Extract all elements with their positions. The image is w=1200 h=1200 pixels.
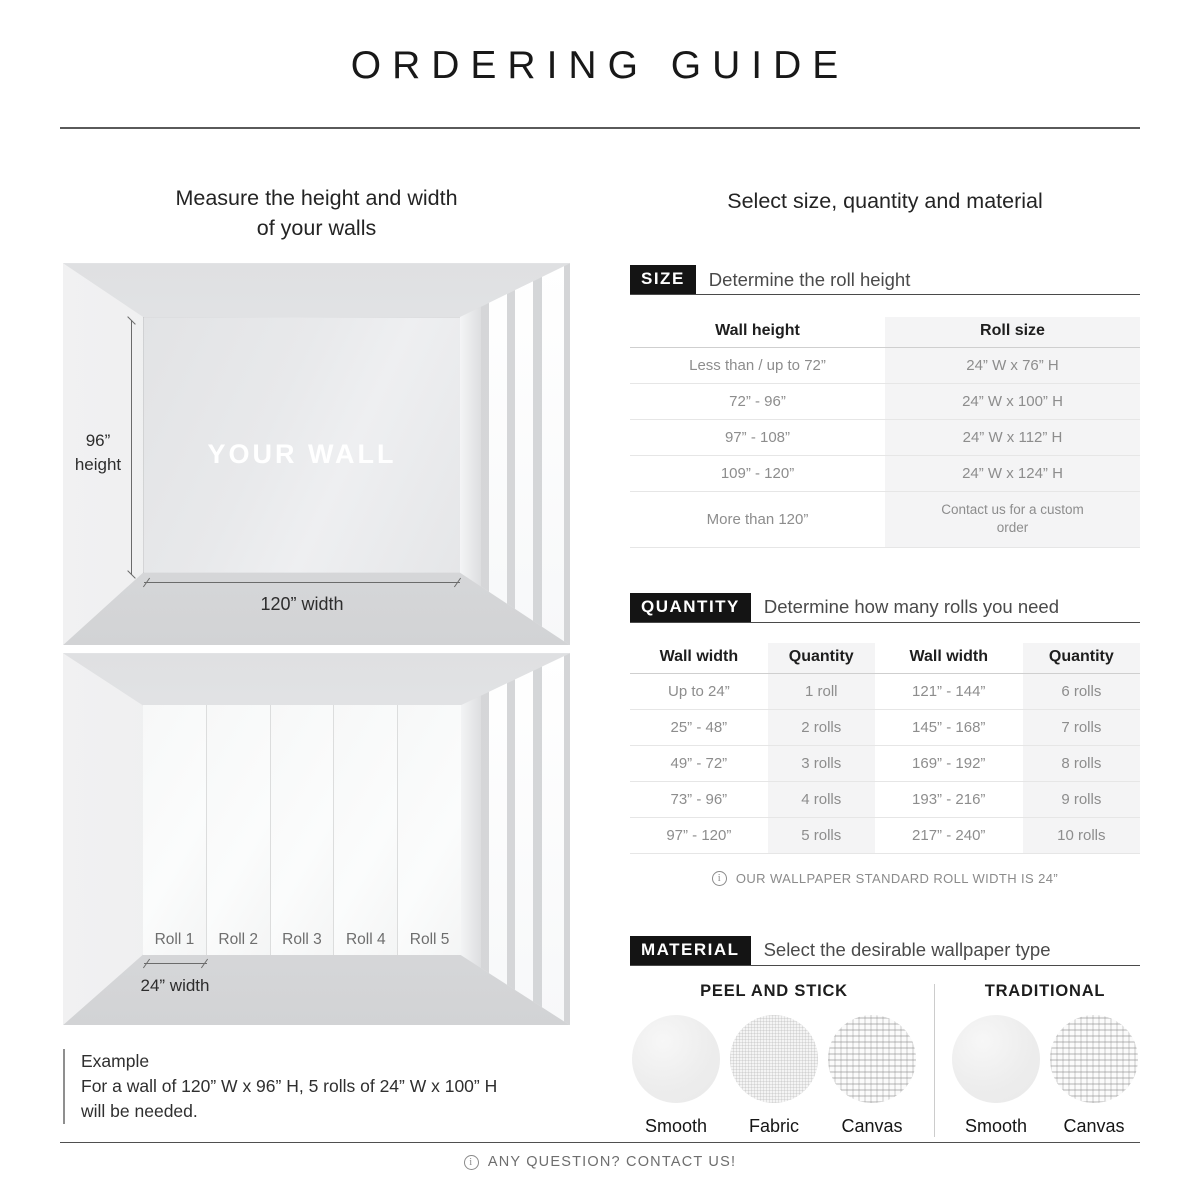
table-cell: 169” - 192” xyxy=(912,754,986,772)
window-pane xyxy=(489,653,507,1025)
material-options-row xyxy=(630,1015,918,1137)
example-line2: will be needed. xyxy=(81,1100,198,1121)
height-value: 96” xyxy=(85,431,111,451)
footer-text: ANY QUESTION? CONTACT US! xyxy=(487,1154,737,1170)
smooth-texture-swatch-icon xyxy=(632,1015,720,1103)
height-dimension-line xyxy=(131,320,132,575)
roll-label: Roll 3 xyxy=(282,931,322,949)
size-table xyxy=(630,317,1140,547)
material-group-title: PEEL AND STICK xyxy=(700,981,848,1000)
table-cell: 4 rolls xyxy=(768,781,875,817)
table-cell: 73” - 96” xyxy=(670,790,728,808)
quantity-section-header xyxy=(630,593,1140,623)
table-cell xyxy=(885,492,1140,547)
table-row xyxy=(630,781,1140,817)
table-row xyxy=(630,384,1140,420)
table-cell: More than 120” xyxy=(706,510,809,528)
info-icon xyxy=(712,871,727,886)
size-section xyxy=(630,265,1140,547)
table-cell: 121” - 144” xyxy=(912,682,986,700)
table-cell: 109” - 120” xyxy=(720,465,795,483)
material-option xyxy=(630,1015,722,1137)
table-cell: 97” - 108” xyxy=(724,429,791,447)
table-cell: 217” - 240” xyxy=(912,826,986,844)
material-options-row xyxy=(950,1015,1140,1137)
window-pane xyxy=(515,263,533,645)
table-cell: 145” - 168” xyxy=(912,718,986,736)
roll-panel xyxy=(271,705,335,955)
your-wall-label: YOUR WALL xyxy=(207,439,397,470)
footer-divider xyxy=(60,1142,1140,1143)
table-cell: 5 rolls xyxy=(768,817,875,853)
table-cell: 3 rolls xyxy=(768,745,875,781)
table-cell: 24” W x 112” H xyxy=(885,420,1140,456)
table-header-row xyxy=(630,643,1140,674)
measure-column xyxy=(63,183,570,1124)
footer xyxy=(0,1154,1200,1170)
roll-panel xyxy=(334,705,398,955)
material-option-label: Smooth xyxy=(644,1115,708,1136)
quantity-table xyxy=(630,643,1140,854)
table-row xyxy=(630,673,1140,709)
roll-width-note-text: OUR WALLPAPER STANDARD ROLL WIDTH IS 24” xyxy=(735,870,1059,886)
table-cell: Less than / up to 72” xyxy=(689,357,826,375)
table-cell: 2 rolls xyxy=(768,709,875,745)
select-heading: Select size, quantity and material xyxy=(727,189,1043,213)
width-dimension-line xyxy=(144,582,460,583)
table-row xyxy=(630,420,1140,456)
roll-width-dimension-label: 24” width xyxy=(140,976,210,996)
roll-width-note xyxy=(630,871,1140,886)
table-cell: 7 rolls xyxy=(1023,709,1140,745)
material-option xyxy=(1048,1015,1140,1137)
table-cell: 72” - 96” xyxy=(729,393,786,411)
measure-heading-line1: Measure the height and width xyxy=(175,186,458,210)
width-dimension-label: 120” width xyxy=(260,594,344,615)
canvas-texture-swatch-icon xyxy=(1050,1015,1138,1103)
window-pane xyxy=(542,263,564,645)
table-cell: 25” - 48” xyxy=(670,718,728,736)
table-cell: 6 rolls xyxy=(1023,673,1140,709)
window-pane xyxy=(542,653,564,1025)
quantity-subtitle: Determine how many rolls you need xyxy=(763,596,1060,618)
table-row xyxy=(630,709,1140,745)
table-header-row xyxy=(630,317,1140,348)
roll-label: Roll 4 xyxy=(345,931,386,949)
material-subtitle: Select the desirable wallpaper type xyxy=(763,939,1051,961)
title-divider xyxy=(60,127,1140,129)
material-option-label: Canvas xyxy=(1063,1115,1125,1136)
roll-panel xyxy=(398,705,461,955)
window-pane xyxy=(489,263,507,645)
material-badge: MATERIAL xyxy=(630,936,751,965)
size-section-header xyxy=(630,265,1140,295)
info-icon xyxy=(464,1155,479,1170)
room-illustration-your-wall xyxy=(63,263,570,645)
room-illustration-rolls xyxy=(63,653,570,1025)
size-subtitle: Determine the roll height xyxy=(708,268,911,290)
material-group xyxy=(950,982,1140,1137)
material-section xyxy=(630,936,1140,1137)
example-block xyxy=(63,1049,570,1124)
measure-heading xyxy=(63,183,570,243)
example-line1: For a wall of 120” W x 96” H, 5 rolls of 24” W x 100” H xyxy=(81,1076,498,1097)
table-row xyxy=(630,348,1140,384)
roll-label: Roll 1 xyxy=(154,931,195,949)
example-title: Example xyxy=(81,1051,150,1072)
table-column-header: Wall height xyxy=(715,322,800,340)
roll-panel xyxy=(143,705,207,955)
table-cell: 1 roll xyxy=(768,673,875,709)
table-column-header: Quantity xyxy=(1023,643,1140,674)
material-group xyxy=(630,982,918,1137)
table-row xyxy=(630,492,1140,547)
material-option xyxy=(826,1015,918,1137)
window-pane xyxy=(515,653,533,1025)
size-badge: SIZE xyxy=(630,265,696,294)
measure-heading-line2: of your walls xyxy=(256,216,377,241)
material-option-label: Smooth xyxy=(964,1115,1028,1136)
table-cell: 193” - 216” xyxy=(912,790,986,808)
quantity-section xyxy=(630,593,1140,886)
material-section-header xyxy=(630,936,1140,966)
material-option xyxy=(728,1015,820,1137)
table-cell: 9 rolls xyxy=(1023,781,1140,817)
roll-label: Roll 5 xyxy=(409,931,450,949)
table-cell: 24” W x 124” H xyxy=(885,456,1140,492)
material-option-label: Fabric xyxy=(748,1115,799,1136)
height-word: height xyxy=(74,454,122,474)
material-option xyxy=(950,1015,1042,1137)
table-cell: Up to 24” xyxy=(667,682,730,700)
page-title: ORDERING GUIDE xyxy=(350,44,850,87)
material-group-divider xyxy=(934,984,935,1137)
table-column-header: Wall width xyxy=(659,647,739,665)
quantity-badge: QUANTITY xyxy=(630,593,751,622)
table-column-header: Roll size xyxy=(885,317,1140,348)
table-row xyxy=(630,745,1140,781)
table-cell: 8 rolls xyxy=(1023,745,1140,781)
roll-panel xyxy=(207,705,271,955)
select-column xyxy=(630,186,1140,1137)
roll-label: Roll 2 xyxy=(218,931,259,949)
table-cell: 10 rolls xyxy=(1023,817,1140,853)
material-group-title: TRADITIONAL xyxy=(984,981,1106,1000)
table-cell-text: Contact us for a custom order xyxy=(941,502,1084,536)
table-cell: 49” - 72” xyxy=(670,754,728,772)
fabric-texture-swatch-icon xyxy=(730,1015,818,1103)
smooth-texture-swatch-icon xyxy=(952,1015,1040,1103)
table-row xyxy=(630,817,1140,853)
roll-width-dimension-line xyxy=(144,963,207,964)
table-cell: 24” W x 100” H xyxy=(885,384,1140,420)
table-column-header: Wall width xyxy=(909,647,988,665)
table-cell: 24” W x 76” H xyxy=(885,348,1140,384)
table-row xyxy=(630,456,1140,492)
room2-wall xyxy=(143,705,461,955)
material-groups xyxy=(630,982,1140,1137)
material-option-label: Canvas xyxy=(841,1115,903,1136)
height-dimension-label xyxy=(67,429,129,477)
table-cell: 97” - 120” xyxy=(666,826,732,844)
canvas-texture-swatch-icon xyxy=(828,1015,916,1103)
table-column-header: Quantity xyxy=(768,643,875,674)
